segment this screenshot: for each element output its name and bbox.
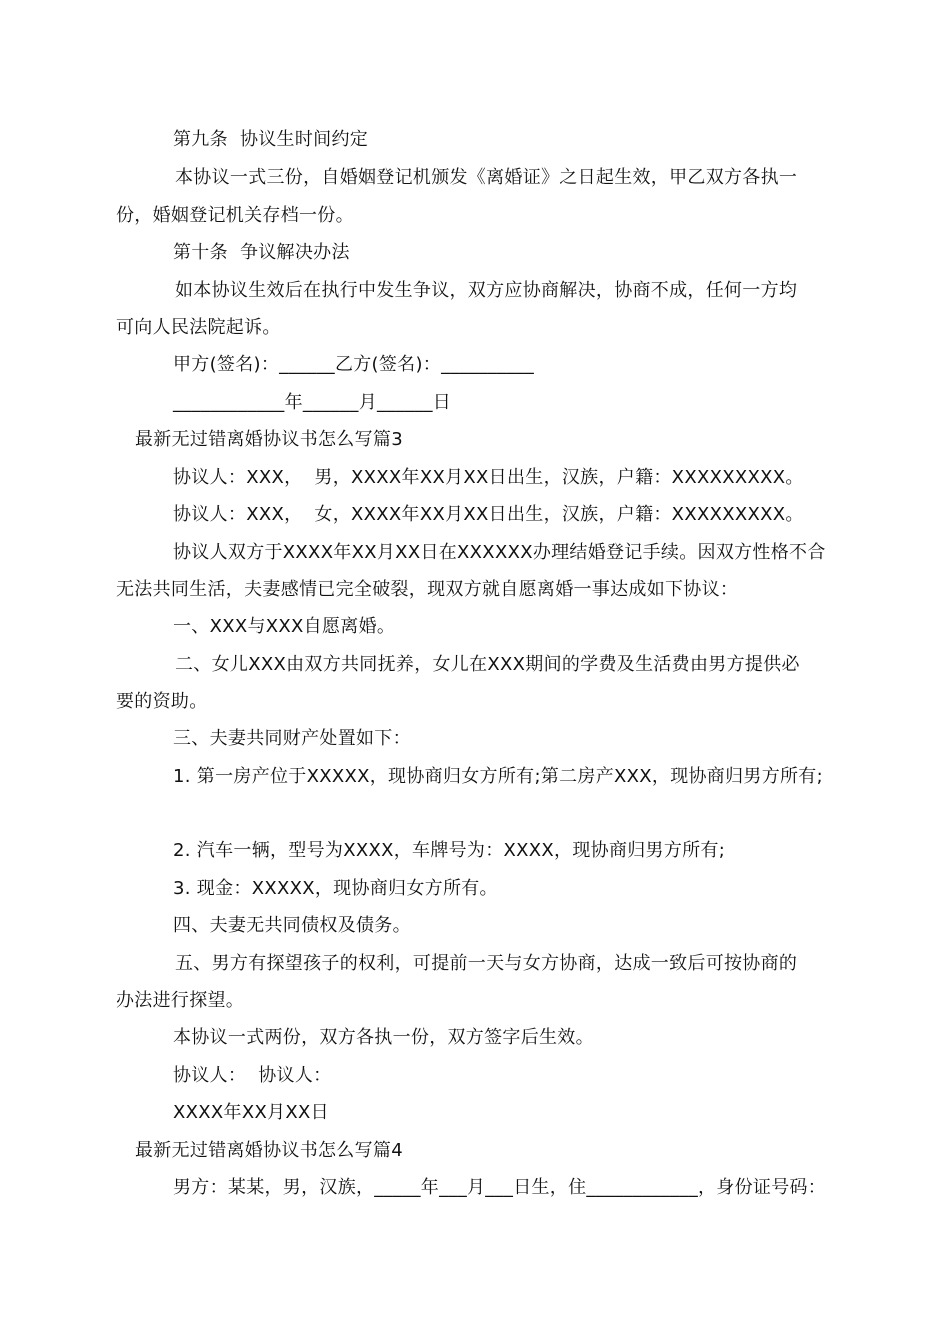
article-9-heading: 第九条 协议生时间约定 (173, 129, 369, 150)
section-title-3: 最新无过错离婚协议书怎么写篇3 (135, 429, 403, 450)
article-10-heading: 第十条 争议解决办法 (173, 242, 350, 263)
date-line: ____________年______月______日 (173, 392, 452, 413)
paragraph-line: 可向人民法院起诉。 (116, 317, 281, 338)
signature-line: 甲方(签名)：______乙方(签名)：__________ (173, 354, 535, 375)
party-line: 男方：某某，男，汉族，_____年___月___日生，住____________，身份证号码： (173, 1177, 827, 1198)
paragraph-line: 协议人双方于XXXX年XX月XX日在XXXXXX办理结婚登记手续。因双方性格不合 (173, 542, 826, 563)
list-item: 3. 现金：XXXXX，现协商归女方所有。 (173, 878, 498, 899)
paragraph-line: 如本协议生效后在执行中发生争议，双方应协商解决，协商不成，任何一方均 (175, 280, 798, 301)
paragraph-line: 要的资助。 (116, 691, 208, 712)
paragraph-line: 份，婚姻登记机关存档一份。 (116, 205, 354, 226)
party-line: 协议人：XXX， 男，XXXX年XX月XX日出生，汉族，户籍：XXXXXXXXX。 (173, 467, 804, 488)
signature-line: 协议人： 协议人： (173, 1065, 332, 1086)
clause-line: 三、夫妻共同财产处置如下： (173, 728, 411, 749)
list-item: 2. 汽车一辆，型号为XXXX，车牌号为：XXXX，现协商归男方所有; (173, 840, 726, 861)
party-line: 协议人：XXX， 女，XXXX年XX月XX日出生，汉族，户籍：XXXXXXXXX。 (173, 504, 804, 525)
paragraph-line: 办法进行探望。 (116, 990, 245, 1011)
paragraph-line: 本协议一式三份，自婚姻登记机颁发《离婚证》之日起生效，甲乙双方各执一 (175, 167, 798, 188)
clause-line: 二、女儿XXX由双方共同抚养，女儿在XXX期间的学费及生活费由男方提供必 (175, 654, 800, 675)
paragraph-line: 本协议一式两份，双方各执一份，双方签字后生效。 (173, 1027, 594, 1048)
date-line: XXXX年XX月XX日 (173, 1102, 329, 1123)
section-title-4: 最新无过错离婚协议书怎么写篇4 (135, 1140, 403, 1161)
list-item: 1. 第一房产位于XXXXX，现协商归女方所有;第二房产XXX，现协商归男方所有; (173, 766, 823, 787)
clause-line: 一、XXX与XXX自愿离婚。 (173, 616, 396, 637)
clause-line: 五、男方有探望孩子的权利，可提前一天与女方协商，达成一致后可按协商的 (175, 953, 798, 974)
clause-line: 四、夫妻无共同债权及债务。 (173, 915, 411, 936)
paragraph-line: 无法共同生活，夫妻感情已完全破裂，现双方就自愿离婚一事达成如下协议： (116, 579, 739, 600)
